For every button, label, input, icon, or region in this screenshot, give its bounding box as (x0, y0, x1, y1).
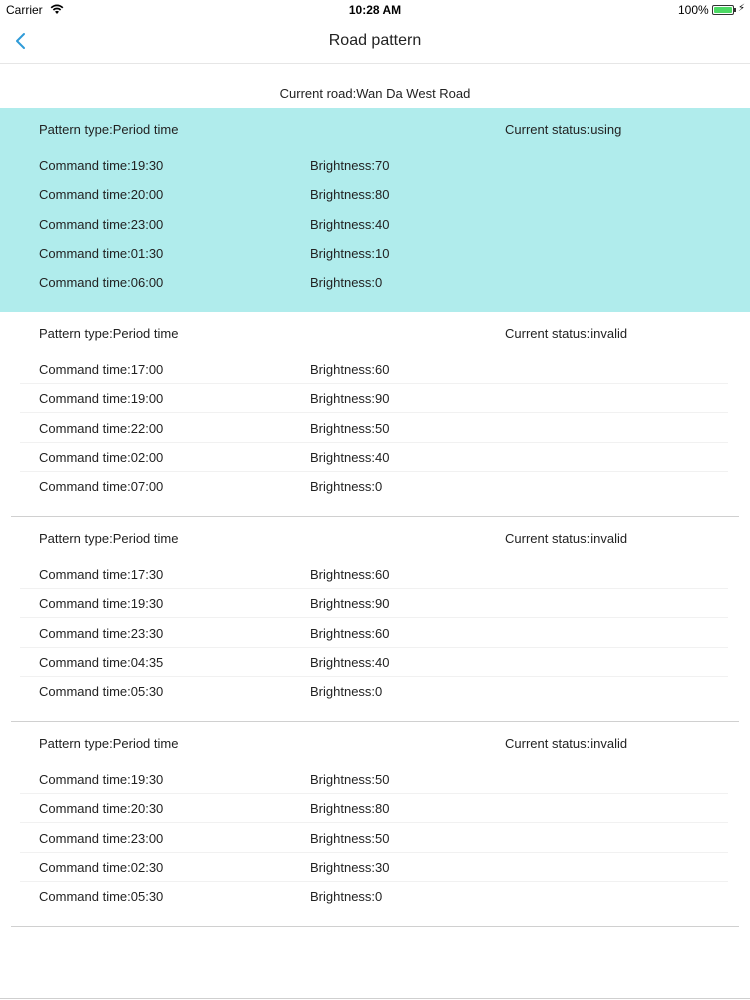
command-time: Command time:23:30 (39, 625, 164, 641)
brightness-value: Brightness:70 (310, 158, 390, 173)
brightness-value: Brightness:0 (310, 889, 383, 905)
command-row (0, 355, 750, 384)
command-time: Command time:19:30 (39, 596, 164, 612)
brightness-value: Brightness:0 (310, 684, 383, 700)
command-time: Command time:01:30 (39, 245, 164, 261)
brightness-value: Brightness:0 (310, 479, 383, 495)
command-time: Command time:17:00 (39, 362, 164, 377)
pattern-list (0, 108, 750, 927)
brightness-value: Brightness:50 (310, 420, 390, 436)
pattern-card[interactable] (0, 108, 750, 312)
command-row (0, 589, 750, 618)
pattern-status: Current status:invalid (505, 736, 628, 751)
command-time: Command time:07:00 (39, 479, 164, 495)
carrier-label: Carrier (6, 3, 43, 17)
command-row (0, 268, 750, 297)
nav-bar (0, 20, 750, 64)
command-row (0, 443, 750, 472)
pattern-status: Current status:invalid (505, 531, 628, 546)
pattern-card[interactable] (0, 312, 750, 517)
pattern-type: Pattern type:Period time (39, 531, 179, 546)
clock: 10:28 AM (348, 3, 402, 17)
brightness-value: Brightness:90 (310, 596, 390, 612)
pattern-status: Current status:invalid (505, 326, 628, 341)
command-time: Command time:20:30 (39, 801, 164, 817)
battery-icon (712, 5, 734, 15)
pattern-type: Pattern type:Period time (39, 122, 179, 137)
brightness-value: Brightness:50 (310, 830, 390, 846)
pattern-status: Current status:using (505, 122, 622, 137)
command-row (0, 414, 750, 443)
command-row (0, 794, 750, 823)
brightness-value: Brightness:80 (310, 187, 390, 203)
divider (0, 998, 750, 999)
command-time: Command time:06:00 (39, 275, 164, 291)
command-time: Command time:19:00 (39, 391, 164, 407)
brightness-value: Brightness:90 (310, 391, 390, 407)
battery-percentage: 100% (678, 3, 709, 17)
pattern-type: Pattern type:Period time (39, 326, 179, 341)
command-time: Command time:05:30 (39, 684, 164, 700)
brightness-value: Brightness:50 (310, 772, 390, 787)
brightness-value: Brightness:30 (310, 859, 390, 875)
brightness-value: Brightness:60 (310, 625, 390, 641)
pattern-type: Pattern type:Period time (39, 736, 179, 751)
command-row (0, 151, 750, 180)
command-time: Command time:19:30 (39, 158, 164, 173)
command-row (0, 882, 750, 911)
current-road-label: Current road:Wan Da West Road (279, 86, 471, 101)
brightness-value: Brightness:10 (310, 245, 390, 261)
pattern-card[interactable] (0, 722, 750, 927)
command-row (0, 210, 750, 239)
command-time: Command time:04:35 (39, 654, 164, 670)
command-row (0, 560, 750, 589)
command-time: Command time:19:30 (39, 772, 164, 787)
brightness-value: Brightness:60 (310, 567, 390, 582)
command-row (0, 824, 750, 853)
command-row (0, 765, 750, 794)
command-row (0, 384, 750, 413)
command-time: Command time:23:00 (39, 830, 164, 846)
pattern-separator (11, 926, 739, 927)
command-row (0, 619, 750, 648)
command-row (0, 472, 750, 501)
command-time: Command time:20:00 (39, 187, 164, 203)
command-time: Command time:17:30 (39, 567, 164, 582)
command-time: Command time:22:00 (39, 420, 164, 436)
brightness-value: Brightness:40 (310, 216, 390, 232)
brightness-value: Brightness:40 (310, 654, 390, 670)
brightness-value: Brightness:0 (310, 275, 383, 291)
pattern-card[interactable] (0, 517, 750, 722)
command-row (0, 180, 750, 209)
brightness-value: Brightness:80 (310, 801, 390, 817)
command-time: Command time:02:00 (39, 449, 164, 465)
command-row (0, 853, 750, 882)
charging-icon: ⚡ (738, 3, 746, 14)
brightness-value: Brightness:60 (310, 362, 390, 377)
command-time: Command time:02:30 (39, 859, 164, 875)
brightness-value: Brightness:40 (310, 449, 390, 465)
status-bar (0, 0, 750, 20)
command-row (0, 648, 750, 677)
command-time: Command time:23:00 (39, 216, 164, 232)
page-title: Road pattern (328, 32, 422, 49)
command-time: Command time:05:30 (39, 889, 164, 905)
command-row (0, 239, 750, 268)
command-row (0, 677, 750, 706)
